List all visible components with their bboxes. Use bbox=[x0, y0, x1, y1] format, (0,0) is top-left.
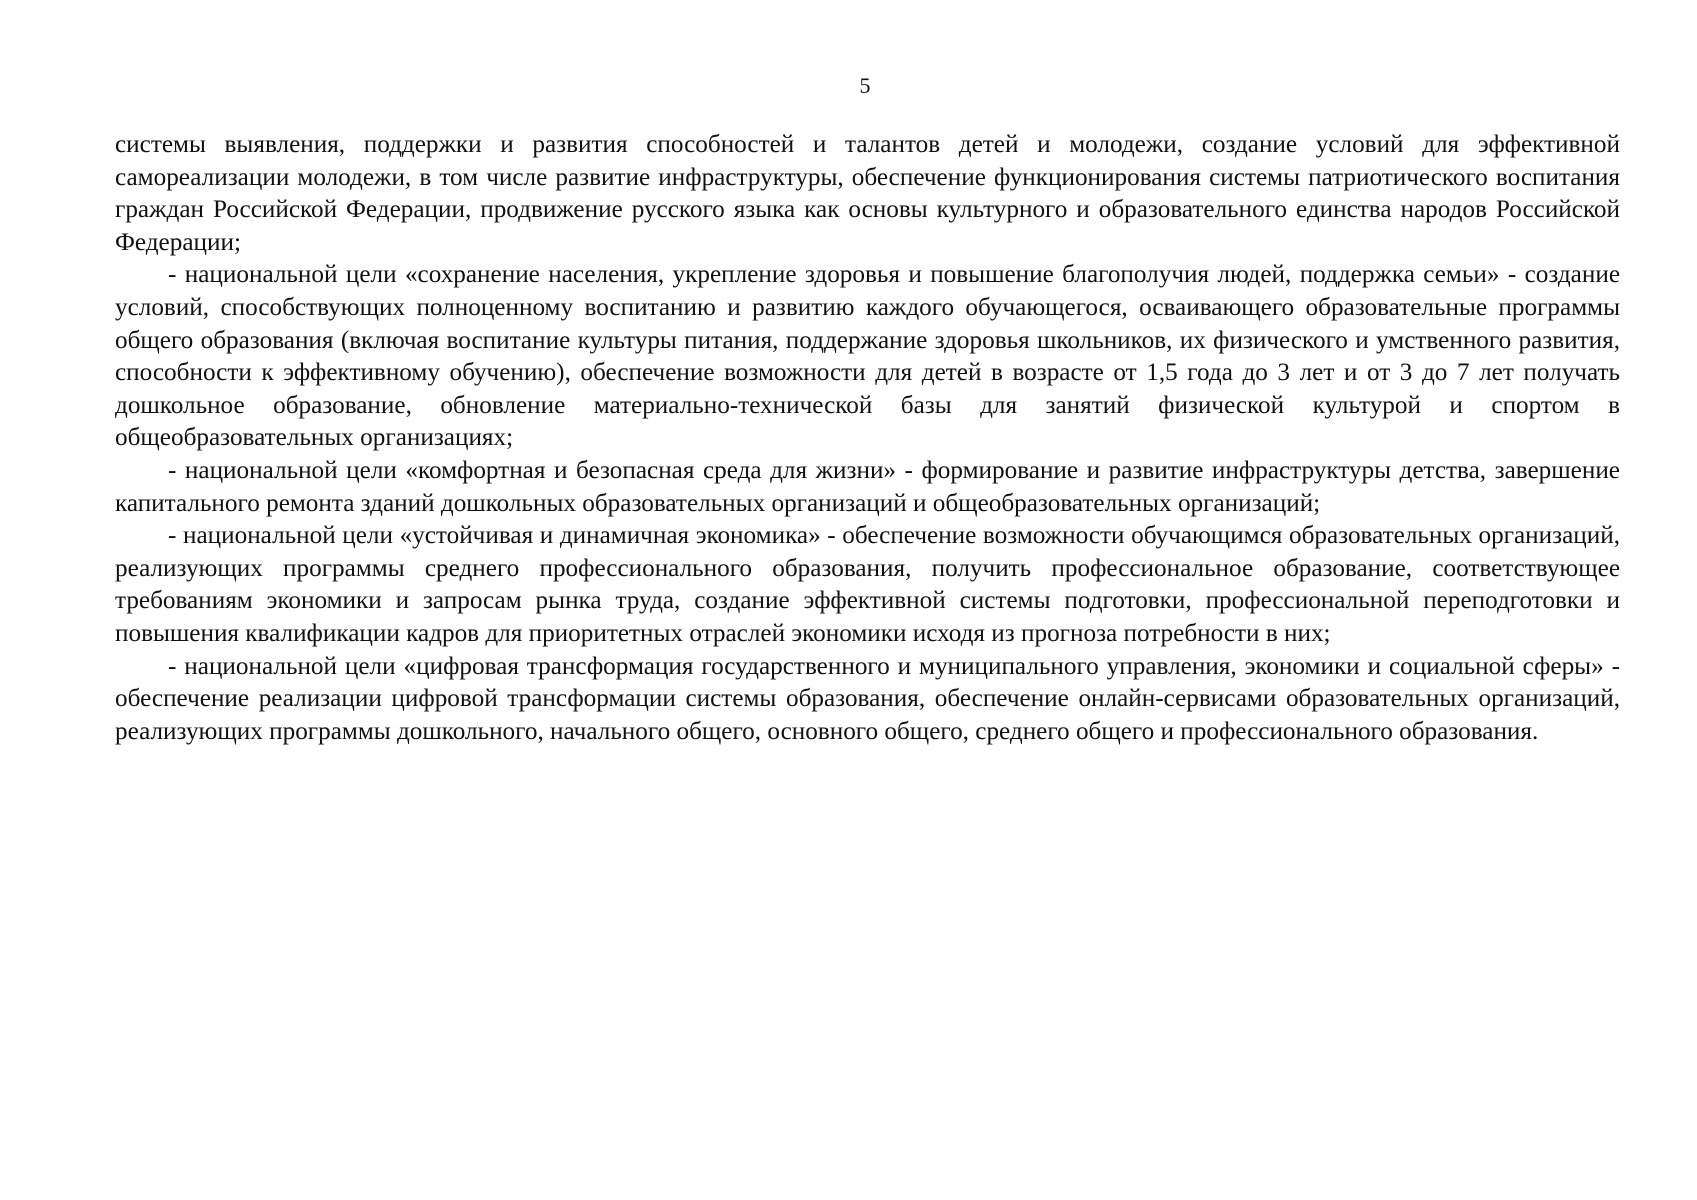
paragraph-digital-transformation-goal: - национальной цели «цифровая трансформация государственного и муниципального управления, экономики и социальной сферы» - обеспечение реализации цифровой трансформации системы образования, обеспечение онлайн-сервисами образовательных организаций, реализующих программы дошкольного, начального общего, основного общего, среднего общего и профессионального образования. bbox=[115, 652, 1620, 745]
paragraph-economy-goal: - национальной цели «устойчивая и динамичная экономика» - обеспечение возможности обучающимся образовательных организаций, реализующих программы среднего профессионального образования, получить профессиональное образование, соответствующее требованиям экономики и запросам рынка труда, создание эффективной системы подготовки, профессиональной переподготовки и повышения квалификации кадров для приоритетных отраслей экономики исходя из прогноза потребности в них; bbox=[115, 522, 1620, 647]
paragraph-comfortable-environment-goal: - национальной цели «комфортная и безопасная среда для жизни» - формирование и развитие инфраструктуры детства, завершение капитального ремонта зданий дошкольных образовательных организаций и общеобразовательных организаций; bbox=[115, 456, 1620, 517]
paragraph-continuation: системы выявления, поддержки и развития способностей и талантов детей и молодежи, создание условий для эффективной самореализации молодежи, в том числе развитие инфраструктуры, обеспечение функционирования системы патриотического воспитания граждан Российской Федерации, продвижение русского языка как основы культурного и образовательного единства народов Российской Федерации; bbox=[115, 131, 1620, 256]
body-text bbox=[115, 129, 1620, 748]
paragraph-population-goal: - национальной цели «сохранение населения, укрепление здоровья и повышение благополучия людей, поддержка семьи» - создание условий, способствующих полноценному воспитанию и развитию каждого обучающегося, осваивающего образовательные программы общего образования (включая воспитание культуры питания, поддержание здоровья школьников, их физического и умственного развития, способности к эффективному обучению), обеспечение возможности для детей в возрасте от 1,5 года до 3 лет и от 3 до 7 лет получать дошкольное образование, обновление материально-технической базы для занятий физической культурой и спортом в общеобразовательных организациях; bbox=[115, 261, 1620, 452]
page-number: 5 bbox=[859, 73, 871, 98]
